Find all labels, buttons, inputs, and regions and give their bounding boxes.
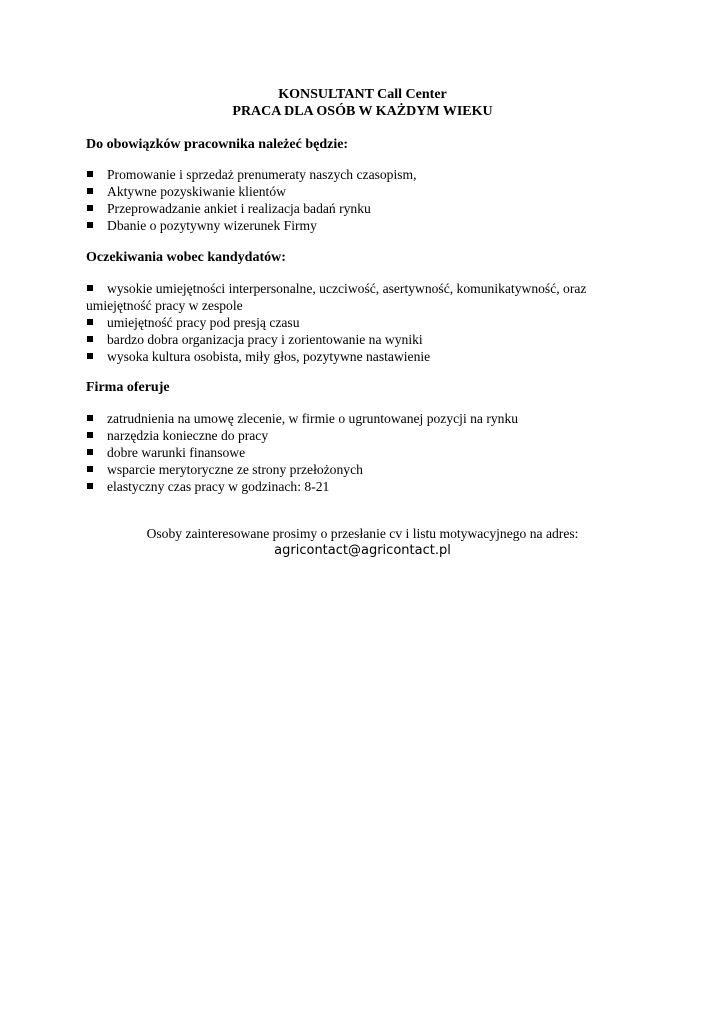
- square-bullet-icon: [87, 415, 93, 421]
- duties-heading: Do obowiązków pracownika należeć będzie:: [86, 137, 349, 152]
- square-bullet-icon: [87, 285, 93, 291]
- list-item: Promowanie i sprzedaż prenumeraty naszych czasopism,: [86, 166, 626, 183]
- title-line-1: KONSULTANT Call Center: [278, 87, 447, 102]
- square-bullet-icon: [87, 171, 93, 177]
- contact-email[interactable]: agricontact@agricontact.pl: [274, 543, 451, 558]
- expectations-list: [86, 280, 626, 365]
- offer-heading: Firma oferuje: [86, 380, 170, 395]
- title-line-2: PRACA DLA OSÓB W KAŻDYM WIEKU: [232, 104, 493, 119]
- list-item: bardzo dobra organizacja pracy i zorientowanie na wyniki: [86, 331, 626, 348]
- square-bullet-icon: [87, 336, 93, 342]
- contact-section: [0, 525, 725, 560]
- square-bullet-icon: [87, 319, 93, 325]
- square-bullet-icon: [87, 466, 93, 472]
- list-item: elastyczny czas pracy w godzinach: 8-21: [86, 478, 626, 495]
- list-item: Przeprowadzanie ankiet i realizacja badań rynku: [86, 200, 626, 217]
- list-item: Dbanie o pozytywny wizerunek Firmy: [86, 217, 626, 234]
- list-item: wysokie umiejętności interpersonalne, uczciwość, asertywność, komunikatywność, oraz umiejętność pracy w zespole: [86, 281, 587, 313]
- list-item: Aktywne pozyskiwanie klientów: [86, 183, 626, 200]
- list-item: wsparcie merytoryczne ze strony przełożonych: [86, 461, 626, 478]
- square-bullet-icon: [87, 432, 93, 438]
- expectations-heading: Oczekiwania wobec kandydatów:: [86, 250, 286, 265]
- document-title: [0, 86, 725, 120]
- duties-list: [86, 166, 626, 234]
- list-item: wysoka kultura osobista, miły głos, pozytywne nastawienie: [86, 348, 626, 365]
- square-bullet-icon: [87, 449, 93, 455]
- list-item: zatrudnienia na umowę zlecenie, w firmie o ugruntowanej pozycji na rynku: [86, 410, 626, 427]
- square-bullet-icon: [87, 205, 93, 211]
- list-item: dobre warunki finansowe: [86, 444, 626, 461]
- contact-text: Osoby zainteresowane prosimy o przesłanie cv i listu motywacyjnego na adres:: [146, 526, 579, 541]
- square-bullet-icon: [87, 483, 93, 489]
- list-item: umiejętność pracy pod presją czasu: [86, 314, 626, 331]
- offer-list: [86, 410, 626, 495]
- square-bullet-icon: [87, 222, 93, 228]
- square-bullet-icon: [87, 353, 93, 359]
- list-item: narzędzia konieczne do pracy: [86, 427, 626, 444]
- square-bullet-icon: [87, 188, 93, 194]
